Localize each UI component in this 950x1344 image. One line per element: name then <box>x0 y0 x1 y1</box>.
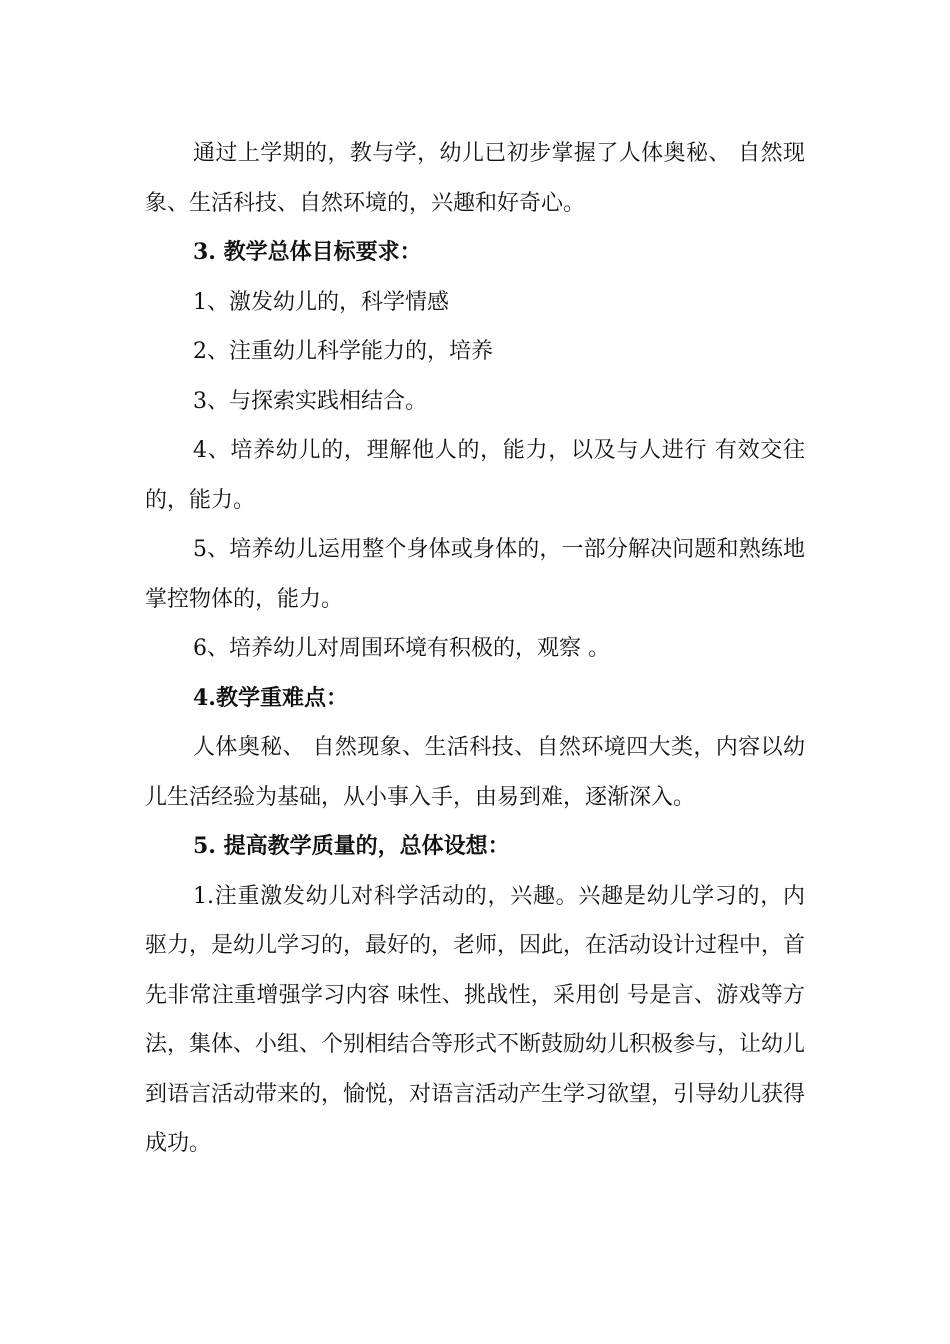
quality-paragraph: 1.注重激发幼儿对科学活动的，兴趣。兴趣是幼儿学习的，内驱力，是幼儿学习的，最好的，老师，因此，在活动设计过程中，首先非常注重增强学习内容 味性、挑战性，采用创 号是言、游戏等方法，集体、小组、个别相结合等形式不断鼓励幼儿积极参与，让幼儿到语言活动带来的，愉悦，对语言活动产生学习欲望，引导幼儿获得成功。 <box>145 883 806 1156</box>
document-page <box>145 129 805 1169</box>
section-heading-key-points: 4.教学重难点： <box>193 684 348 711</box>
goal-item-5: 5、培养幼儿运用整个身体或身体的，一部分解决问题和熟练地掌控物体的，能力。 <box>145 537 805 612</box>
goal-item-3: 3、与探索实践相结合。 <box>193 388 427 414</box>
key-points-paragraph: 人体奥秘、 自然现象、生活科技、自然环境四大类，内容以幼儿生活经验为基础，从小事入手，由易到难，逐渐深入。 <box>145 735 805 810</box>
goal-item-1: 1、激发幼儿的，科学情感 <box>193 289 449 315</box>
section-heading-quality: 5. 提高教学质量的，总体设想： <box>193 833 510 859</box>
goal-item-4: 4、培养幼儿的，理解他人的，能力，以及与人进行 有效交往的，能力。 <box>145 438 805 513</box>
goal-item-2: 2、注重幼儿科学能力的，培养 <box>193 339 493 364</box>
goal-item-6: 6、培养幼儿对周围环境有积极的，观察 。 <box>193 636 610 661</box>
intro-paragraph: 通过上学期的，教与学，幼儿已初步掌握了人体奥秘、 自然现象、生活科技、自然环境的，兴趣和好奇心。 <box>145 141 805 216</box>
section-heading-goals: 3. 教学总体目标要求： <box>193 239 422 265</box>
